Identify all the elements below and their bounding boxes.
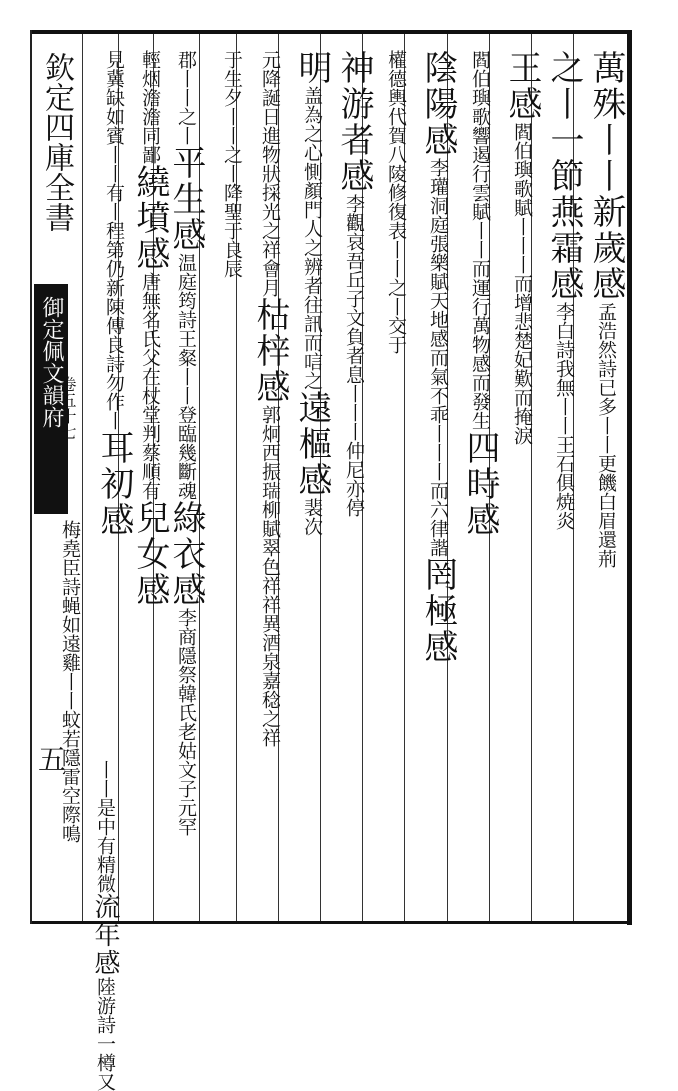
- column-heading: 兒女感: [130, 500, 170, 608]
- annotation: 唐無名氏父在杖堂判蔡順有: [139, 272, 161, 500]
- margin-header: 欽定四庫全書: [39, 52, 74, 232]
- column-text: 輕烟澹澹同鄙: [139, 50, 161, 164]
- column-text: 有丨程第仍新: [103, 183, 125, 297]
- column-text: 陰陽感: [418, 50, 458, 158]
- column-text: 郡丨丨之丨: [175, 50, 197, 145]
- annotation: 閻伯璵歌響遏行雲賦丨丨而運行萬物感而發生: [469, 50, 491, 430]
- column-heading: 枯梓感: [250, 297, 290, 405]
- annotation: 梅堯臣詩蝇如遠雞丨丨蚊若隱雷空際鳴: [59, 520, 81, 843]
- column-text: 見冀缺如賓丨丨: [103, 50, 125, 183]
- column-heading: 四時感: [460, 430, 500, 538]
- column-heading: 繞墳感: [130, 164, 170, 272]
- frame-bottom-rule: [30, 921, 632, 924]
- frame-left-rule: [30, 30, 32, 924]
- book-title: 御定佩文韻府: [39, 296, 64, 428]
- column-text: 元降誕日進物狀採光之祥會月: [259, 50, 281, 297]
- column-heading: 遠樞感: [292, 390, 332, 498]
- column-text: 之丨一節燕霜感: [544, 50, 584, 302]
- column-heading: 罔極感: [418, 557, 458, 665]
- annotation: 李白詩我無丨丨王石俱焼炎: [553, 302, 575, 530]
- annotation: 温庭筠詩王粲丨丨登臨幾斷魂: [175, 253, 197, 500]
- annotation: 郭炯西振瑞柳賦翠色祥祥異酒泉嘉稔之祥: [259, 405, 281, 747]
- annotation: 李商隱祭韓氏老姑文子元罕: [175, 608, 197, 836]
- column-text: 于生夕丨丨之丨降聖于良辰: [221, 50, 243, 278]
- text-column-14: [52, 520, 88, 915]
- column-heading: 流年感: [90, 893, 120, 977]
- text-column-16: [88, 760, 122, 1091]
- column-text: 萬殊丨丨新歲感: [586, 50, 626, 302]
- column-heading: 平生感: [166, 145, 206, 253]
- column-text: 神游者感: [334, 50, 374, 194]
- column-text: 王感: [502, 50, 542, 122]
- column-heading: 耳初感: [94, 430, 134, 538]
- annotation: 李瓘洞庭張樂賦天地感而氣不乖丨丨丨而六律諧: [427, 158, 449, 557]
- column-text: 明: [292, 50, 332, 86]
- annotation: 裴次: [301, 498, 323, 536]
- annotation: 閻伯璵歌賦丨丨丨而增悲楚妃歎而掩淚: [511, 122, 533, 445]
- annotation: 盖為之心惻顏門人之辨者往訊而唁之: [301, 86, 323, 390]
- volume-label: 卷五十七: [58, 376, 77, 440]
- text-column-10: [206, 50, 258, 915]
- annotation: 孟浩然詩已多丨丨更饑白眉還荊: [595, 302, 617, 568]
- frame-top-rule: [30, 30, 630, 34]
- page-number: 五: [38, 743, 67, 776]
- column-heading: 綠衣感: [166, 500, 206, 608]
- annotation: 李觀哀吾丘子文負者息丨丨丨仲尼亦停: [343, 194, 365, 517]
- annotation: 陸游詩一樽又: [94, 977, 116, 1091]
- column-text: 陳傅良詩勿作丨: [103, 297, 125, 430]
- column-text: 丨丨是中有精微: [94, 760, 116, 893]
- annotation: 權德輿代賀八陵修復表丨丨之丨交于: [385, 50, 407, 354]
